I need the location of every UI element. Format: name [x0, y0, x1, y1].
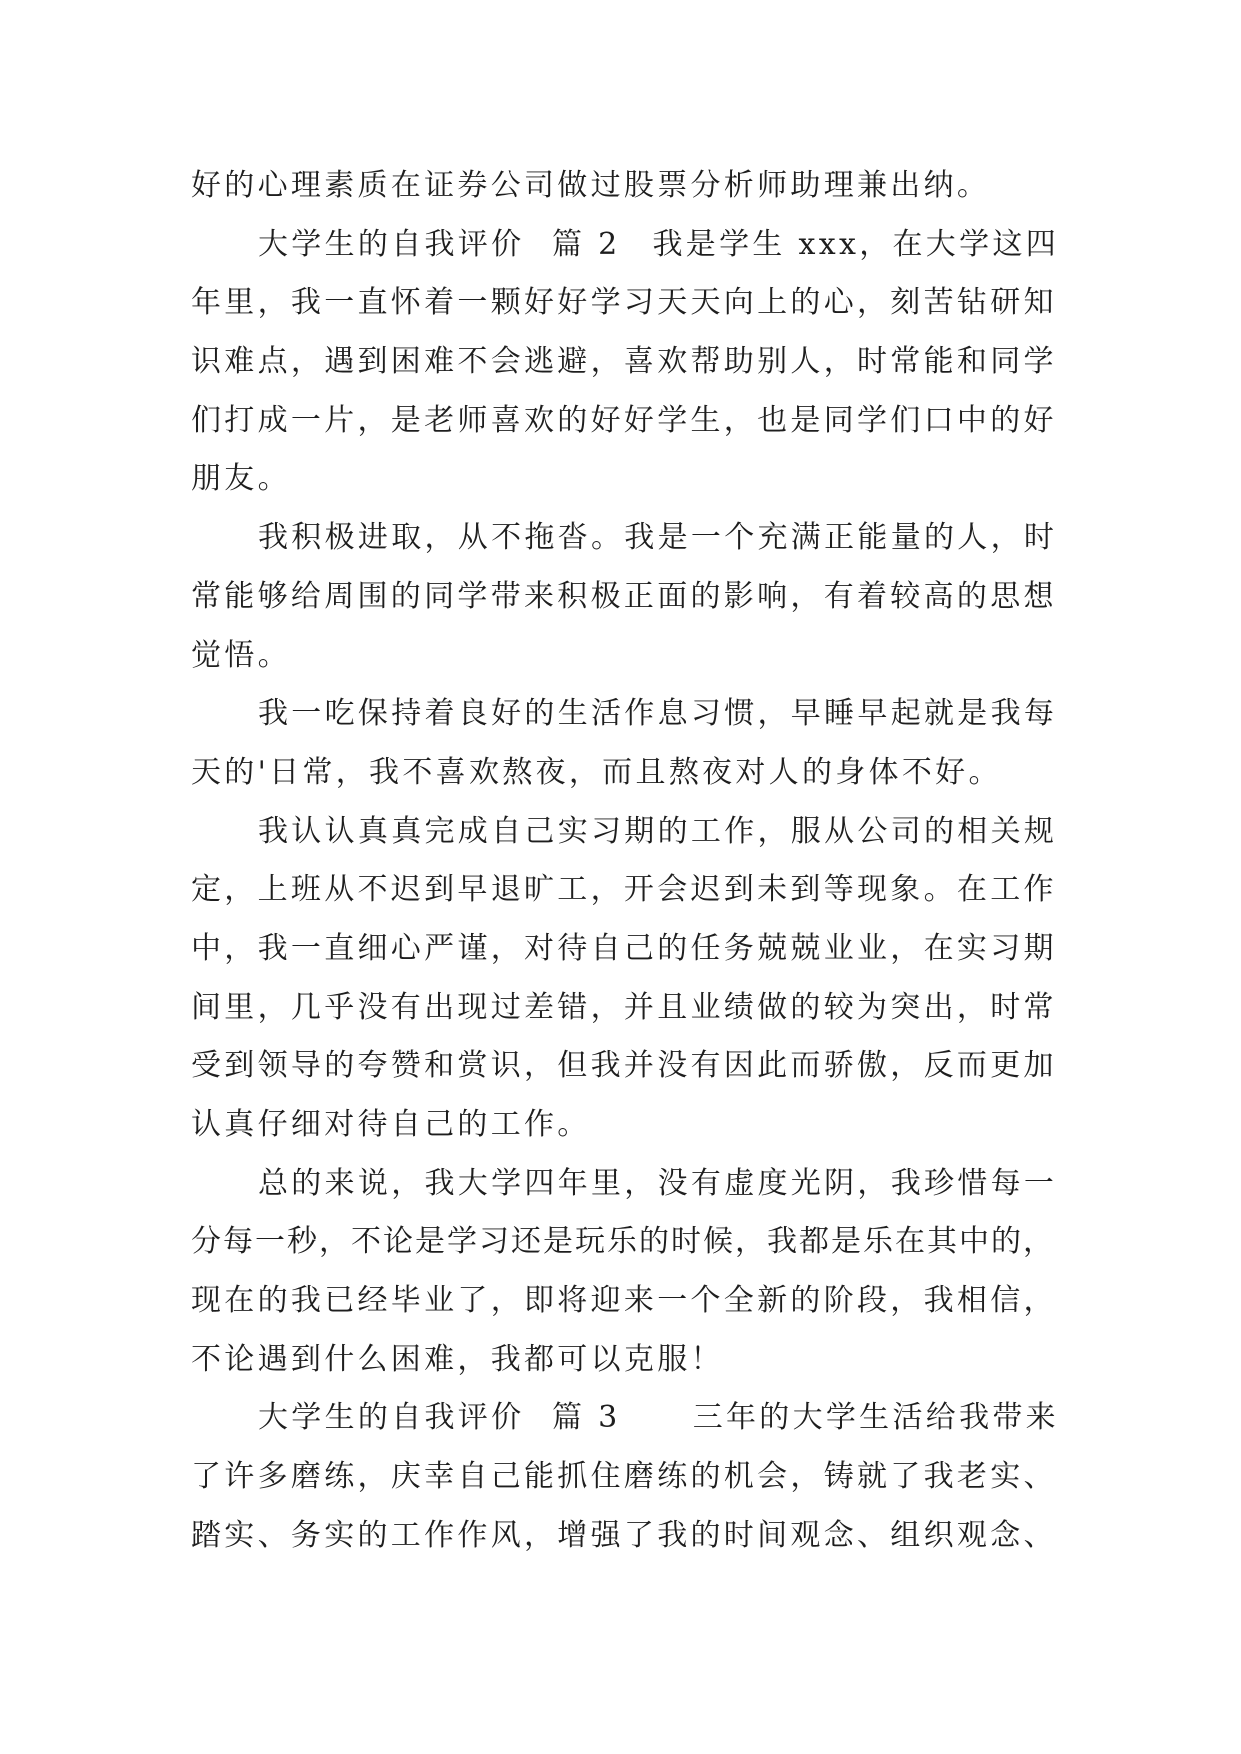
text-line: 觉悟。 — [191, 637, 291, 673]
text-line: 天的'日常，我不喜欢熬夜，而且熬夜对人的身体不好。 — [191, 754, 1002, 790]
text-line: 常能够给周围的同学带来积极正面的影响，有着较高的思想 — [191, 578, 1057, 614]
section-heading: 大学生的自我评价 — [258, 226, 525, 262]
section-number: 篇 3 — [552, 1400, 621, 1436]
text-line: 间里，几乎没有出现过差错，并且业绩做的较为突出，时常 — [191, 989, 1057, 1025]
text-line: 定，上班从不迟到早退旷工，开会迟到未到等现象。在工作 — [191, 872, 1057, 908]
text-line: 我一吃保持着良好的生活作息习惯，早睡早起就是我每 — [258, 696, 1058, 732]
text-line: 了许多磨练，庆幸自己能抓住磨练的机会，铸就了我老实、 — [191, 1459, 1057, 1495]
section-heading-line — [191, 216, 1059, 275]
text-line: 年里，我一直怀着一颗好好学习天天向上的心，刻苦钻研知 — [191, 285, 1057, 321]
text-line: 我认认真真完成自己实习期的工作，服从公司的相关规 — [258, 813, 1058, 849]
text-line: 不论遇到什么困难，我都可以克服！ — [191, 1341, 724, 1377]
text-line: 中，我一直细心严谨，对待自己的任务兢兢业业，在实习期 — [191, 930, 1057, 966]
text-line: 们打成一片，是老师喜欢的好好学生，也是同学们口中的好 — [191, 402, 1057, 438]
section-number: 篇 2 — [552, 226, 621, 262]
document-page — [191, 157, 1059, 1566]
text-line: 踏实、务实的工作作风，增强了我的时间观念、组织观念、 — [191, 1517, 1057, 1553]
text-line: 总的来说，我大学四年里，没有虚度光阴，我珍惜每一 — [258, 1165, 1058, 1201]
section-heading-line — [191, 1389, 1059, 1448]
text-line: 我积极进取，从不拖沓。我是一个充满正能量的人，时 — [258, 520, 1058, 556]
text-line: 受到领导的夸赞和赏识，但我并没有因此而骄傲，反而更加 — [191, 1048, 1057, 1084]
section-heading: 大学生的自我评价 — [258, 1400, 525, 1436]
text-line: 现在的我已经毕业了，即将迎来一个全新的阶段，我相信， — [191, 1283, 1057, 1319]
text-line: 好的心理素质在证券公司做过股票分析师助理兼出纳。 — [191, 168, 991, 203]
text-line: 识难点，遇到困难不会逃避，喜欢帮助别人，时常能和同学 — [191, 344, 1057, 380]
text-line: 朋友。 — [191, 461, 291, 497]
text-line: 分每一秒，不论是学习还是玩乐的时候，我都是乐在其中的， — [191, 1224, 1055, 1260]
text-line: 认真仔细对待自己的工作。 — [191, 1107, 591, 1142]
text-line: 我是学生 xxx，在大学这四 — [652, 226, 1059, 262]
text-line: 三年的大学生活给我带来 — [692, 1400, 1059, 1436]
